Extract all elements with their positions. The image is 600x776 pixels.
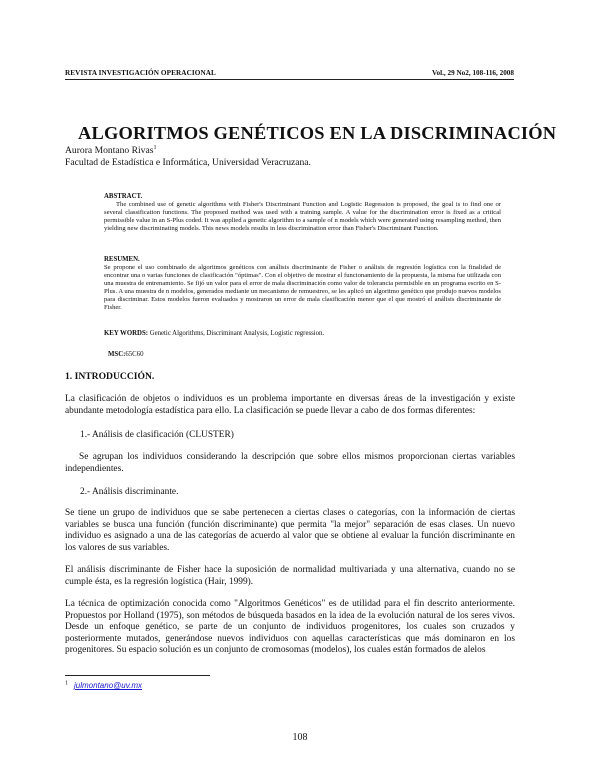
keywords-label: KEY WORDS: xyxy=(104,330,148,337)
author-name: Aurora Montano Rivas xyxy=(65,145,154,156)
intro-paragraph-1: La clasificación de objetos o individuos es un problema importante en diversas áreas de la investigación y existe abundante metodología estadística para ello. La clasificación se puede llevar a cabo de dos formas diferentes: xyxy=(65,394,515,416)
resumen-text: Se propone el uso combinado de algoritmos genéticos con análisis discriminante de Fisher o análisis de regresión logística con la finalidad de encontrar una o varias funciones de clasificación "óptimas". Con el objetivo de mostrar el funcionamiento de la propuesta, la misma fue utilizada con una muestra de entrenamiento. Se fijó un valor para el error de mala discriminación como valor de tolerancia permisible en un programa escrito en S-Plus. A una muestra de n modelos, generados mediante un mecanismo de remuestreo, se les aplicó un algoritmo genético que produjo nuevos modelos para discriminar. Estos modelos fueron evaluados y mostraron un error de mala clasificación menor que el que mostró el análisis discriminante de Fisher. xyxy=(104,264,501,311)
resumen-heading: RESUMEN. xyxy=(104,256,140,263)
list-item-cluster: 1.- Análisis de clasificación (CLUSTER) xyxy=(80,430,234,440)
section-heading: 1. INTRODUCCIÓN. xyxy=(65,371,155,382)
keywords-text: Genetic Algorithms, Discriminant Analysis, Logistic regression. xyxy=(149,330,325,337)
paper-title: ALGORITMOS GENÉTICOS EN LA DISCRIMINACIÓN xyxy=(78,123,557,143)
journal-name: REVISTA INVESTIGACIÓN OPERACIONAL xyxy=(65,69,216,77)
author-email-link[interactable]: julmontano@uv.mx xyxy=(74,681,142,690)
volume-info: Vol., 29 No2, 108-116, 2008 xyxy=(432,69,514,77)
intro-paragraph-5: La técnica de optimización conocida como "Algoritmos Genéticos" es de utilidad para el fin descrito anteriormente. Propuestos por Holland (1975), son métodos de búsqueda basados en la idea de la evolución natural de los seres vivos. Desde un enfoque genético, se parte de un conjunto de individuos progenitores, los cuales son cruzados y posteriormente mutados, generándose nuevos individuos con aquellas características que más dominaron en los progenitores. Su espacio solución es un conjunto de cromosomas (modelos), los cuales están formados de alelos xyxy=(65,599,515,656)
resumen-block xyxy=(104,256,501,312)
page-number: 108 xyxy=(292,732,308,743)
author-footnote-mark: 1 xyxy=(153,144,157,151)
msc-code: 65C60 xyxy=(125,351,144,358)
abstract-heading: ABSTRACT. xyxy=(104,193,143,200)
intro-paragraph-3: Se tiene un grupo de individuos que se sabe pertenecen a ciertas clases o categorías, con la información de ciertas variables se busca una función (función discriminante) que permita "la mejor" separación de esas clases. Un nuevo individuo es asignado a una de las categorías de acuerdo al valor que se obtiene al evaluar la función discriminante en los valores de sus variables. xyxy=(65,508,515,553)
msc-label: MSC: xyxy=(108,351,126,358)
keywords-line xyxy=(104,330,324,337)
footnote xyxy=(65,681,142,690)
abstract-block xyxy=(104,193,501,233)
author-affiliation: Facultad de Estadística e Informática, Universidad Veracruzana. xyxy=(65,157,311,168)
header-rule xyxy=(65,79,514,80)
list-item-discriminant: 2.- Análisis discriminante. xyxy=(80,487,179,497)
intro-paragraph-4: El análisis discriminante de Fisher hace la suposición de normalidad multivariada y una alternativa, cuando no se cumple ésta, es la regresión logística (Hair, 1999). xyxy=(65,565,515,587)
footnote-rule xyxy=(65,675,210,676)
intro-paragraph-2: Se agrupan los individuos considerando la descripción que sobre ellos mismos proporcionan ciertas variables independientes. xyxy=(65,452,515,474)
msc-line xyxy=(108,351,144,358)
footnote-mark: 1 xyxy=(65,680,68,687)
author-line xyxy=(65,145,156,156)
abstract-text: The combined use of genetic algorithms with Fisher's Discriminant Function and Logistic Regression is proposed, the goal is to find one or several classification functions. The proposed method was used with a training sample. A value for the discrimination error is fixed as a critical permissible value in an S-Plus coded. It was applied a genetic algorithm to a sample of n models which were generated using resampling method, then yielding new discriminating models. This news models results in less discrimination error than Fisher's Discriminant Function. xyxy=(104,201,501,232)
